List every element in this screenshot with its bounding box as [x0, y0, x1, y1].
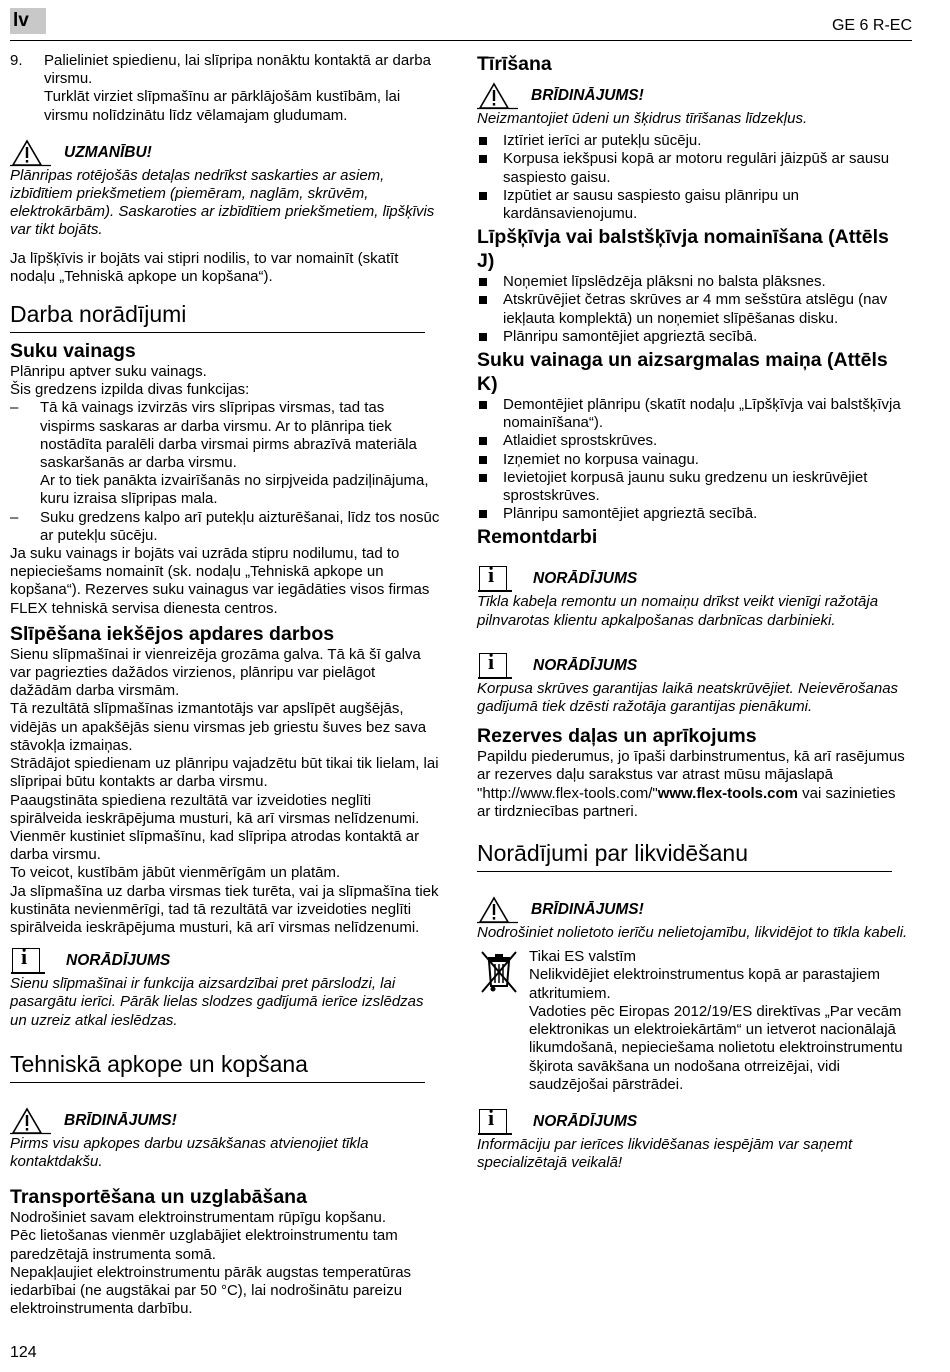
subheading-transport: Transportēšana un uzglabāšana — [10, 1186, 307, 1209]
parts-text-2: vai sazinieties ar tirdzniecības partneri. — [477, 784, 896, 820]
dust-dash-text-1b: Ar to tiek panākta izvairīšanās no sirpjveida padziļinājuma, kuru izraisa slīpripas mala. — [40, 472, 429, 508]
dust-dash-item-2: – Suku gredzens kalpo arī putekļu aizturēšanai, līdz tos nosūc ar putekļu sūcēju. — [10, 508, 440, 544]
pad-list — [477, 273, 910, 346]
subheading-sanding: Slīpēšana iekšējos apdares darbos — [10, 622, 335, 645]
caution-label: UZMANĪBU! — [64, 143, 152, 161]
subheading-cleaning: Tīrīšana — [477, 53, 552, 75]
note-1-header — [10, 944, 440, 975]
sanding-paragraph-2: Tā rezultātā slīpmašīnas izmantotājs var apslīpēt augšējās, vidējās un apakšējās sienu virsmas jeb griestu šuves bez sava stāvokļa izmaiņas. — [10, 700, 427, 754]
caution-header — [10, 139, 440, 167]
dust-dash-text-1: Tā kā vainags izvirzās virs slīpripas virsmas, tad tas vispirms saskaras ar darba virsmu. Ar to plānripa tiek nostādīta paralēli darba virsmai pirms abrazīvā materiāla saskaršanās ar darba virsmu. — [40, 399, 417, 472]
note-3-text: Korpusa skrūves garantijas laikā neatskrūvējiet. Neievērošanas gadījumā tiek dzēsti ražotāja garantijas pienākumi. — [477, 679, 899, 716]
note-1-text: Sienu slīpmašīnai ir funkcija aizsardzībai pret pārslodzi, lai pasargātu ierīci. Pārāk lielas slodzes gadījumā ierīce izslēdzas un uzreiz atkal ieslēdzas. — [10, 975, 424, 1029]
list-item: Atskrūvējiet četras skrūves ar 4 mm sešstūra atslēgu (nav iekļauta komplektā) un noņemiet slīpēšanas disku. — [477, 291, 910, 327]
transport-paragraph-2: Pēc lietošanas vienmēr uzglabājiet elektroinstrumentu tam paredzētajā instrumenta somā. — [10, 1227, 398, 1263]
subheading-repair: Remontdarbi — [477, 526, 598, 549]
right-column — [477, 52, 910, 1172]
replace-paragraph: Ja līpšķīvis ir bojāts vai stipri nodilis, to var nomainīt (skatīt nodaļu „Tehniskā apkope un kopšana“). — [10, 249, 399, 285]
ring-list — [477, 396, 910, 523]
warning-2-label: BRĪDINĀJUMS! — [531, 86, 644, 104]
info-icon: i — [12, 948, 40, 974]
warning-triangle-icon — [10, 139, 52, 167]
list-item: Korpusa iekšpusi kopā ar motoru regulāri jāizpūš ar sausu saspiesto gaisu. — [477, 150, 910, 186]
list-item: Plānripu samontējiet apgrieztā secībā. — [477, 505, 910, 523]
subheading-ring-replacement: Suku vainaga un aizsargmalas maiņa (Attēls K) — [477, 349, 888, 396]
note-3-label: NORĀDĪJUMS — [533, 656, 638, 674]
info-icon: i — [479, 566, 507, 592]
note-4-text: Informāciju par ierīces likvidēšanas iespējām var saņemt specializētajā veikalā! — [477, 1135, 853, 1172]
eu-only-label: Tikai ES valstīm — [529, 948, 636, 966]
parts-url-1[interactable]: "http://www.flex-tools.com/" — [477, 784, 658, 802]
warning-2-text: Neizmantojiet ūdeni un šķidrus tīrīšanas līdzekļus. — [477, 110, 808, 127]
list-item: Atlaidiet sprostskrūves. — [477, 432, 910, 450]
list-item: Plānripu samontējiet apgrieztā secībā. — [477, 328, 910, 346]
page-number: 124 — [10, 1344, 37, 1361]
sanding-paragraph-5: Vienmēr kustiniet slīpmašīnu, kad slīpripa atrodas kontaktā ar darba virsmu. — [10, 827, 420, 864]
weee-paragraph-2: Vadoties pēc Eiropas 2012/19/ES direktīvas „Par vecām elektronikas un elektroiekārtām“ un ietverot nacionālajā likumdošanā, nepieciešama nolietotu elektroinstrumentu šķirota savākšana un nodošana otrreizējai, vidi saudzējošai pārstrādei. — [529, 1002, 903, 1093]
dust-dash-item-1: – Tā kā vainags izvirzās virs slīpripas virsmas, tad tas vispirms saskaras ar darba virsmu. Ar to plānripa tiek nostādīta paralēli darba virsmai pirms abrazīvā materiāla saskaršanās ar darba virsmu. — [10, 399, 440, 472]
section-heading-disposal: Norādījumi par likvidēšanu — [477, 839, 892, 872]
parts-paragraph — [477, 748, 910, 821]
warning-3-label: BRĪDINĀJUMS! — [531, 900, 644, 918]
model-name: GE 6 R-EC — [831, 17, 912, 34]
caution-text: Plānripas rotējošās detaļas nedrīkst saskarties ar asiem, izbīdītiem priekšmetiem (piemēram, naglām, skrūvēm, elektrokārbām). Saskaroties ar izbīdītiem priekšmetiem, līpšķīvis var tikt bojāts. — [10, 166, 435, 239]
section-heading-maintenance: Tehniskā apkope un kopšana — [10, 1050, 425, 1083]
warning-1-label: BRĪDINĀJUMS! — [64, 1111, 177, 1129]
crossed-bin-icon — [477, 948, 521, 996]
weee-text — [529, 948, 910, 1094]
list-item: Izpūtiet ar sausu saspiesto gaisu plānripu un kardānsavienojumu. — [477, 187, 910, 223]
step-text-2: Turklāt virziet slīpmašīnu ar pārklājošām kustībām, lai virsmu nolīdzinātu līdz vēlamajam gludumam. — [44, 88, 401, 124]
sanding-paragraph-4: Paaugstināta spiediena rezultātā var izveidoties neglīti spirālveida ieskrāpējuma musturi, kā arī virsmas nelīdzenumi. — [10, 791, 420, 827]
warning-1-text: Pirms visu apkopes darbu uzsākšanas atvienojiet tīkla kontaktdakšu. — [10, 1134, 369, 1170]
warning-2-header — [477, 82, 910, 110]
dust-dash-text-2: Suku gredzens kalpo arī putekļu aizturēšanai, līdz tos nosūc ar putekļu sūcēju. — [40, 508, 440, 544]
subheading-pad-replacement: Līpšķīvja vai balstšķīvja nomainīšana (Attēls J) — [477, 226, 889, 273]
transport-paragraph-3: Nepakļaujiet elektroinstrumentu pārāk augstas temperatūras iedarbībai (ne augstākai par 50 °C), lai nodrošinātu pareizu elektroinstrumenta darbību. — [10, 1263, 412, 1318]
dust-paragraph-2: Šis gredzens izpilda divas funkcijas: — [10, 381, 250, 399]
warning-triangle-icon — [477, 82, 519, 110]
dust-paragraph-3: Ja suku vainags ir bojāts vai uzrāda stipru nodilumu, tad to nepieciešams nomainīt (sk. nodaļu „Tehniskā apkope un kopšana“). Rezerves suku vainagus var iegādāties visos firmas FLEX tehniskā servisa dienesta centros. — [10, 545, 430, 617]
note-2-header — [477, 562, 910, 593]
warning-1-header — [10, 1107, 440, 1135]
list-item: Demontējiet plānripu (skatīt nodaļu „Līpšķīvja vai balstšķīvja nomainīšana“). — [477, 396, 910, 432]
note-4-label: NORĀDĪJUMS — [533, 1112, 638, 1130]
sanding-paragraph-3: Strādājot spiedienam uz plānripu vajadzētu būt tikai tik lielam, lai slīpripai būtu kontakts ar darba virsmu. — [10, 755, 439, 791]
weee-paragraph-1: Nelikvidējiet elektroinstrumentus kopā ar parastajiem atkritumiem. — [529, 966, 880, 1002]
note-2-label: NORĀDĪJUMS — [533, 570, 638, 588]
sanding-paragraph-6: To veicot, kustībām jābūt vienmērīgām un platām. — [10, 864, 341, 882]
note-2-text: Tīkla kabeļa remontu un nomaiņu drīkst veikt vienīgi ražotāja pilnvarotas klientu apkalpošanas darbnīcas darbinieki. — [477, 593, 879, 629]
sanding-paragraph-7: Ja slīpmašīna uz darba virsmas tiek turēta, vai ja slīpmašīna tiek kustināta nevienmērīgi, tad tā rezultātā var izveidoties neglīti spirālveida ieskrāpējuma musturi, kā arī virsmas nelīdzenumi. — [10, 882, 439, 936]
list-item: Ievietojiet korpusā jaunu suku gredzenu un ieskrūvējiet sprostskrūves. — [477, 469, 910, 505]
list-item: Iztīriet ierīci ar putekļu sūcēju. — [477, 132, 910, 150]
info-icon: i — [479, 653, 507, 679]
cleaning-list — [477, 132, 910, 223]
step-9 — [10, 52, 440, 88]
parts-text-1: Papildu piederumus, jo īpaši darbinstrumentus, kā arī rasējumus ar rezerves daļu sarakstus var atrast mūsu mājaslapā — [477, 748, 905, 784]
section-heading-work: Darba norādījumi — [10, 300, 425, 333]
subheading-spare-parts: Rezerves daļas un aprīkojums — [477, 725, 757, 748]
note-4-header — [477, 1104, 910, 1136]
note-3-header — [477, 648, 910, 680]
dust-paragraph-1: Plānripu aptver suku vainags. — [10, 363, 207, 381]
transport-paragraph-1: Nodrošiniet savam elektroinstrumentam rūpīgu kopšanu. — [10, 1209, 387, 1227]
step-number: 9. — [10, 52, 23, 69]
info-icon: i — [479, 1109, 507, 1135]
left-column — [10, 52, 440, 1318]
subheading-dust-ring: Suku vainags — [10, 340, 136, 363]
language-code: lv — [13, 10, 29, 31]
warning-triangle-icon — [477, 896, 519, 924]
step-text: Palieliniet spiedienu, lai slīpripa nonāktu kontaktā ar darba virsmu. — [44, 52, 431, 88]
parts-url-2[interactable]: www.flex-tools.com — [657, 784, 798, 802]
language-tab — [10, 8, 46, 34]
list-item: Izņemiet no korpusa vainagu. — [477, 451, 910, 469]
warning-3-header — [477, 896, 910, 924]
warning-triangle-icon — [10, 1107, 52, 1135]
sanding-paragraph-1: Sienu slīpmašīnai ir vienreizēja grozāma galva. Tā kā šī galva var pagriezties dažādos virzienos, plānripu var pielāgot dažādām darba virsmām. — [10, 645, 421, 700]
note-1-label: NORĀDĪJUMS — [66, 952, 171, 970]
header-rule — [10, 40, 912, 41]
list-item: Noņemiet līpslēdzēja plāksni no balsta plāksnes. — [477, 273, 910, 291]
weee-block — [477, 948, 910, 1094]
warning-3-text: Nodrošiniet nolietoto ierīču nelietojamību, likvidējot to tīkla kabeli. — [477, 924, 908, 942]
